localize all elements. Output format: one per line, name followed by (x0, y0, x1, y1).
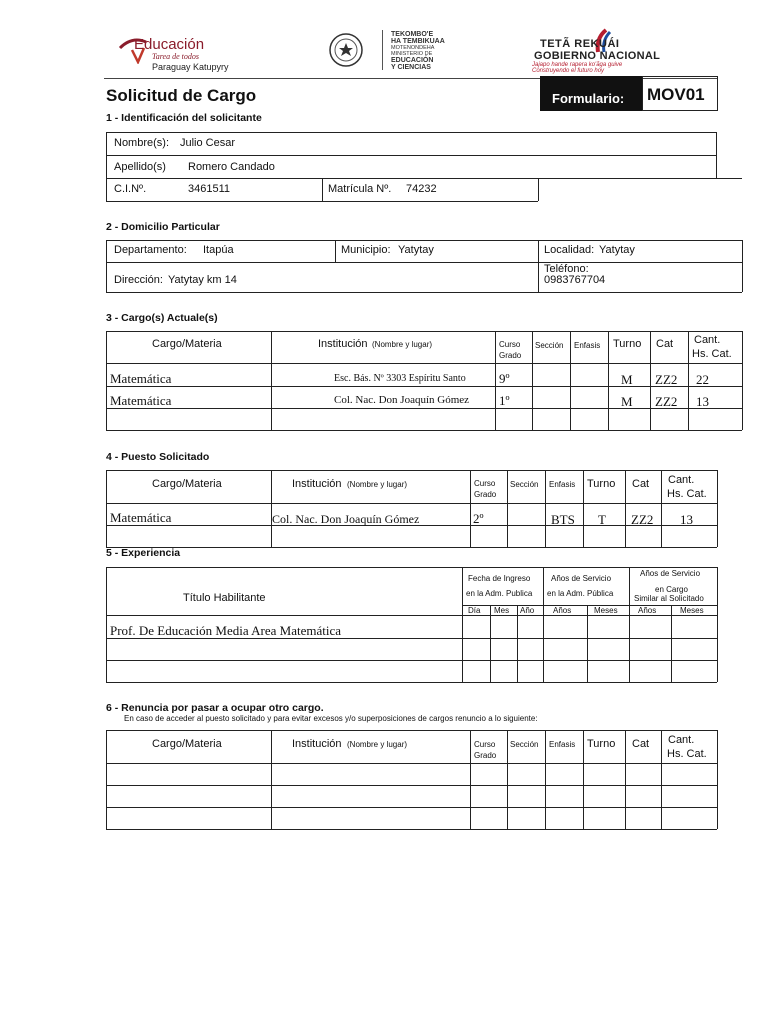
s4-row-turno: T (598, 512, 606, 527)
s5-fecha-label-2: en la Adm. Publica (466, 589, 533, 598)
s5-anios-1: Años (553, 606, 572, 615)
municipio-value: Yatytay (398, 244, 434, 256)
s4-col-cat: Cat (632, 478, 650, 490)
s3-col-cargo: Cargo/Materia (152, 338, 222, 350)
s4-row-institucion: Col. Nac. Don Joaquín Gómez (272, 512, 420, 526)
section-6-note: En caso de acceder al puesto solicitado y para evitar excesos y/o superposiciones de cargos renuncio a lo siguiente: (124, 714, 538, 723)
departamento-label: Departamento: (114, 244, 187, 256)
section-5-heading: 5 - Experiencia (106, 547, 181, 559)
s6-col-cant: Cant. (668, 734, 695, 746)
educacion-tagline: Tarea de todos (152, 52, 199, 61)
formulario-label-box (540, 76, 642, 111)
apellidos-label: Apellido(s) (114, 161, 166, 173)
formulario-label: Formulario: (552, 91, 625, 106)
s5-fecha-label-1: Fecha de Ingreso (468, 574, 531, 583)
nombres-label: Nombre(s): (114, 137, 170, 149)
matricula-label: Matrícula Nº. (328, 183, 392, 195)
page-title: Solicitud de Cargo (106, 86, 257, 105)
mec-logo: TEKOMBO'E HA TEMBIKUAA MOTENONDEHA MINISTERIO DE EDUCACIÓN Y CIENCIAS (382, 30, 493, 70)
s5-anios-cargo-2: en Cargo (655, 585, 688, 594)
s5-meses-1: Meses (594, 606, 618, 615)
s3-col-institucion: Institución (318, 338, 368, 350)
s4-col-seccion: Sección (510, 480, 539, 489)
s6-col-seccion: Sección (510, 740, 539, 749)
section-3-heading: 3 - Cargo(s) Actuale(s) (106, 312, 218, 324)
s3-row1-cant: 22 (696, 372, 709, 387)
s3-row1-turno: M (621, 372, 633, 387)
s3-row2-curso: 1º (499, 393, 510, 408)
s6-col-cat: Cat (632, 738, 650, 750)
s5-anios-cargo-1: Años de Servicio (640, 569, 701, 578)
s6-col-cargo: Cargo/Materia (152, 738, 222, 750)
s4-row-curso: 2º (473, 511, 484, 526)
s3-col-hscat: Hs. Cat. (692, 348, 732, 360)
section-2-heading: 2 - Domicilio Particular (106, 221, 220, 233)
s4-col-institucion: Institución (292, 478, 342, 490)
s3-col-enfasis: Enfasis (574, 341, 601, 350)
formulario-code: MOV01 (647, 85, 705, 104)
s3-row2-turno: M (621, 394, 633, 409)
s4-col-hscat: Hs. Cat. (667, 488, 707, 500)
s6-col-institucion: Institución (292, 738, 342, 750)
apellidos-value: Romero Candado (188, 161, 275, 173)
s3-col-cant: Cant. (694, 334, 721, 346)
educacion-logo (118, 30, 230, 74)
s4-col-turno: Turno (587, 478, 616, 490)
s4-col-curso: Curso (474, 479, 496, 488)
section-6-heading: 6 - Renuncia por pasar a ocupar otro cargo. (106, 702, 324, 714)
s4-col-cargo: Cargo/Materia (152, 478, 222, 490)
ci-value: 3461511 (188, 183, 231, 195)
s3-row2-cat: ZZ2 (655, 394, 678, 409)
s3-row2-cargo: Matemática (110, 393, 172, 408)
direccion-value: Yatytay km 14 (168, 274, 237, 286)
s6-col-grado: Grado (474, 751, 497, 760)
localidad-label: Localidad: (544, 244, 595, 256)
s3-row2-institucion: Col. Nac. Don Joaquín Gómez (334, 394, 470, 406)
s5-anios-label-2: en la Adm. Pública (547, 589, 614, 598)
s5-mes: Mes (494, 606, 510, 615)
s5-anios-label-1: Años de Servicio (551, 574, 612, 583)
s6-col-enfasis: Enfasis (549, 740, 576, 749)
s5-row1-titulo: Prof. De Educación Media Area Matemática (110, 623, 342, 638)
s5-titulo-label: Título Habilitante (183, 592, 266, 604)
educacion-title: Educación (134, 36, 205, 53)
educacion-sub: Paraguay Katupyry (152, 62, 229, 72)
s6-col-hscat: Hs. Cat. (667, 748, 707, 760)
section-4-heading: 4 - Puesto Solicitado (106, 451, 210, 463)
s6-col-turno: Turno (587, 738, 616, 750)
gobierno-nacional-logo: TETÃ REKUÁI GOBIERNO NACIONAL Jajapo hande rapera ko'ãga guive Construyendo el futuro hoy (530, 28, 690, 76)
s3-row1-curso: 9º (499, 371, 510, 386)
telefono-label: Teléfono: (544, 263, 589, 275)
s5-anios-2: Años (638, 606, 657, 615)
s5-anios-cargo-3: Similar al Solicitado (634, 594, 704, 603)
departamento-value: Itapúa (203, 244, 234, 256)
s3-col-cat: Cat (656, 338, 674, 350)
s3-col-grado: Grado (499, 351, 522, 360)
s4-col-cant: Cant. (668, 474, 695, 486)
s5-dia: Día (468, 606, 481, 615)
s5-anio: Año (520, 606, 535, 615)
s3-row1-institucion: Esc. Bás. Nº 3303 Espíritu Santo (334, 373, 466, 384)
s5-meses-2: Meses (680, 606, 704, 615)
ci-label: C.I.Nº. (114, 183, 147, 195)
s6-col-curso: Curso (474, 740, 496, 749)
s4-row-cargo: Matemática (110, 510, 172, 525)
telefono-value: 0983767704 (544, 274, 606, 286)
s3-row1-cat: ZZ2 (655, 372, 678, 387)
s4-row-cant: 13 (680, 512, 693, 527)
s4-row-enfasis: BTS (551, 512, 575, 527)
national-seal (318, 32, 374, 68)
s3-col-curso: Curso (499, 340, 521, 349)
direccion-label: Dirección: (114, 274, 163, 286)
s3-col-seccion: Sección (535, 341, 564, 350)
formulario-code-box (642, 76, 718, 111)
section-1-heading: 1 - Identificación del solicitante (106, 112, 262, 124)
localidad-value: Yatytay (599, 244, 635, 256)
municipio-label: Municipio: (341, 244, 391, 256)
s4-row-cat: ZZ2 (631, 512, 654, 527)
seal-icon (318, 32, 374, 68)
s3-row1-cargo: Matemática (110, 371, 172, 386)
s4-col-enfasis: Enfasis (549, 480, 576, 489)
s3-row2-cant: 13 (696, 394, 709, 409)
nombres-value: Julio Cesar (180, 137, 236, 149)
s3-col-turno: Turno (613, 338, 642, 350)
matricula-value: 74232 (406, 183, 437, 195)
s4-col-grado: Grado (474, 490, 497, 499)
